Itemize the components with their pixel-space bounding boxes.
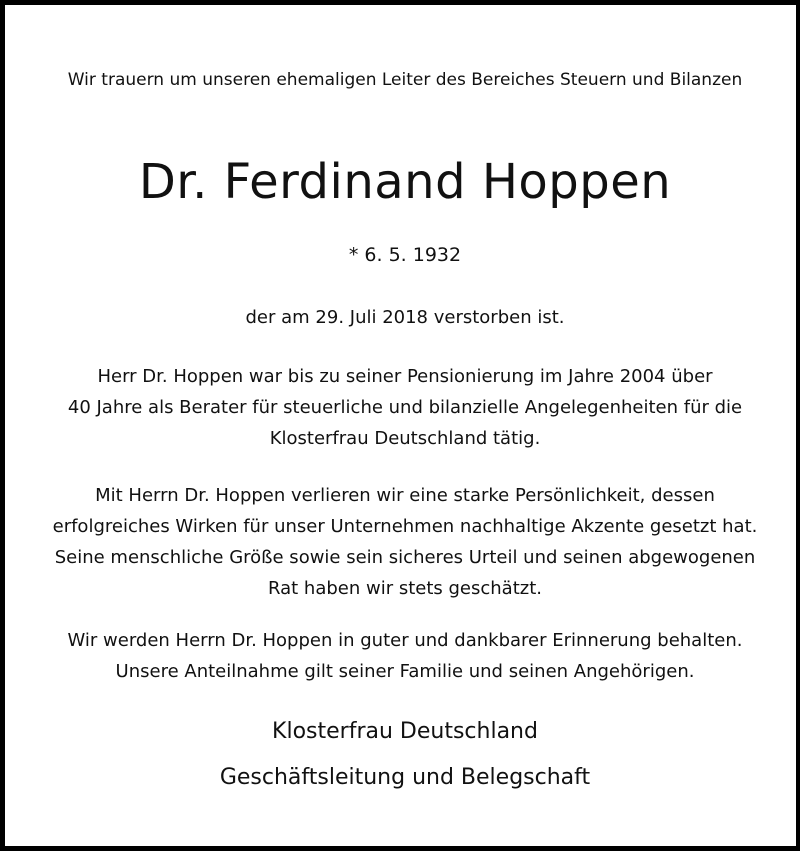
tribute-paragraph <box>5 480 800 604</box>
birth-date: * 6. 5. 1932 <box>348 244 462 266</box>
paragraph-line: Herr Dr. Hoppen war bis zu seiner Pensionierung im Jahre 2004 über <box>97 366 713 387</box>
paragraph-line: Mit Herrn Dr. Hoppen verlieren wir eine starke Persönlichkeit, dessen <box>95 485 715 506</box>
paragraph-line: Klosterfrau Deutschland tätig. <box>269 428 541 449</box>
paragraph-line: Wir werden Herrn Dr. Hoppen in guter und dankbarer Erinnerung behalten. <box>67 630 743 651</box>
paragraph-line: 40 Jahre als Berater für steuerliche und bilanzielle Angelegenheiten für die <box>67 397 743 418</box>
signature-company: Klosterfrau Deutschland <box>272 719 538 744</box>
condolence-paragraph <box>5 625 800 687</box>
intro-text: Wir trauern um unseren ehemaligen Leiter des Bereiches Steuern und Bilanzen <box>67 70 743 90</box>
paragraph-line: Rat haben wir stets geschätzt. <box>268 578 542 599</box>
death-line: der am 29. Juli 2018 verstorben ist. <box>245 307 565 328</box>
signature-group: Geschäftsleitung und Belegschaft <box>219 765 591 790</box>
deceased-name: Dr. Ferdinand Hoppen <box>138 154 672 210</box>
career-paragraph <box>5 361 800 454</box>
death-statement <box>5 302 800 333</box>
paragraph-line: Unsere Anteilnahme gilt seiner Familie und seinen Angehörigen. <box>115 661 695 682</box>
paragraph-line: erfolgreiches Wirken für unser Unternehmen nachhaltige Akzente gesetzt hat. <box>52 516 758 537</box>
paragraph-line: Seine menschliche Größe sowie sein sicheres Urteil und seinen abgewogenen <box>54 547 756 568</box>
